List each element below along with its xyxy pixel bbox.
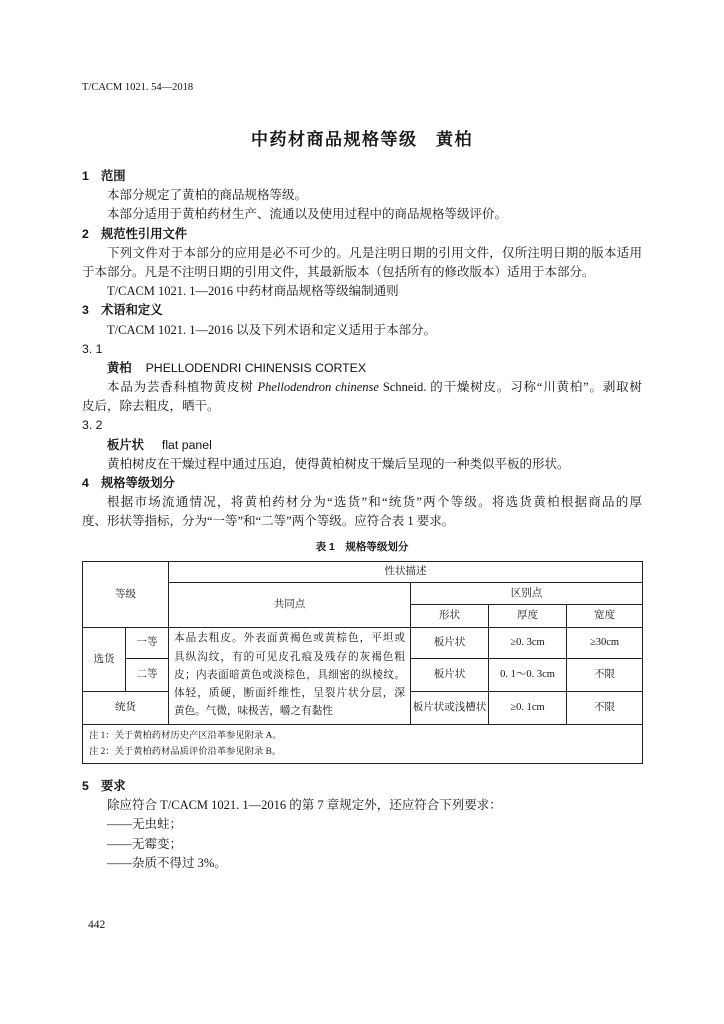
term-entry xyxy=(82,359,642,378)
header-distinction: 区别点 xyxy=(411,583,643,605)
section-number: 2 xyxy=(82,226,89,241)
section-number: 3 xyxy=(82,303,89,318)
author-name: Schneid. xyxy=(378,380,427,395)
common-line: 具纵沟纹，有的可见皮孔痕及残存的灰褐色粗 xyxy=(174,651,405,663)
grade-cell: 二等 xyxy=(126,659,169,692)
section-title: 规格等级划分 xyxy=(101,476,175,490)
paragraph-line: 于本部分。凡是不注明日期的引用文件，其最新版本（包括所有的修改版本）适用于本部分。 xyxy=(82,264,595,279)
section-number: 4 xyxy=(82,476,89,490)
term-chinese: 黄柏 xyxy=(107,360,132,375)
common-line: 本品去粗皮。外表面黄褐色或黄棕色，平坦或 xyxy=(174,633,405,645)
table-note: 注 2：关于黄柏药材品质评价沿革参见附录 B。 xyxy=(89,747,282,757)
table-caption: 表 1 规格等级划分 xyxy=(315,541,409,553)
header-description: 性状描述 xyxy=(169,562,643,583)
table-note: 注 1：关于黄柏药材历史产区沿革参见附录 A。 xyxy=(89,731,282,741)
width-cell: ≥30cm xyxy=(567,628,643,659)
section-3-heading xyxy=(82,301,642,320)
thickness-cell: ≥0. 3cm xyxy=(489,628,567,659)
paragraph-line: 度、形状等指标，分为“一等”和“二等”两个等级。应符合表 1 要求。 xyxy=(82,514,455,529)
list-item: ——杂质不得过 3%。 xyxy=(107,855,227,870)
page-title: 中药材商品规格等级 黄柏 xyxy=(251,130,473,149)
section-1-heading xyxy=(82,167,642,186)
term-definition-line: 黄柏树皮在干燥过程中通过压迫，使得黄柏树皮干燥后呈现的一种类似平板的形状。 xyxy=(107,456,570,471)
width-cell: 不限 xyxy=(567,692,643,725)
thickness-cell: ≥0. 1cm xyxy=(489,692,567,725)
grade-group-cell: 选货 xyxy=(83,628,126,692)
normative-reference: T/CACM 1021. 1—2016 中药材商品规格等级编制通则 xyxy=(107,284,399,299)
header-thickness: 厚度 xyxy=(489,605,567,628)
thickness-cell: 0. 1～0. 3cm xyxy=(489,659,567,692)
section-number: 5 xyxy=(82,779,89,793)
list-item: ——无虫蛀； xyxy=(107,817,183,832)
paragraph: 除应符合 T/CACM 1021. 1—2016 的第 7 章规定外，还应符合下列要求： xyxy=(107,798,502,813)
list-item: ——无霉变； xyxy=(107,836,183,851)
shape-cell: 板片状或浅槽状 xyxy=(411,692,489,725)
grade-cell: 统货 xyxy=(83,692,169,725)
requirements-section xyxy=(82,777,642,873)
common-line: 皮；内表面暗黄色或淡棕色，具细密的纵棱纹。 xyxy=(174,669,405,681)
section-number: 1 xyxy=(82,169,89,183)
common-line: 体轻，质硬，断面纤维性，呈裂片状分层，深 xyxy=(174,688,405,700)
section-4-heading xyxy=(82,474,642,493)
paragraph-line: 下列文件对于本部分的应用是必不可少的。凡是注明日期的引用文件，仅所注明日期的版本适用 xyxy=(107,245,642,260)
term-number: 3. 1 xyxy=(82,341,103,356)
section-2-heading xyxy=(82,225,642,244)
paragraph: 本部分适用于黄柏药材生产、流通以及使用过程中的商品规格等级评价。 xyxy=(107,207,508,222)
width-cell: 不限 xyxy=(567,659,643,692)
shape-cell: 板片状 xyxy=(411,659,489,692)
section-title: 术语和定义 xyxy=(101,303,163,318)
common-line: 黄色。气微，味极苦，嚼之有黏性 xyxy=(174,706,333,718)
paragraph: T/CACM 1021. 1—2016 以及下列术语和定义适用于本部分。 xyxy=(107,322,437,337)
term-english: flat panel xyxy=(161,437,212,452)
definition-text: 的干燥树皮。习称“川黄柏”。剥取树 xyxy=(426,380,642,395)
section-title: 规范性引用文件 xyxy=(101,226,188,241)
header-grade: 等级 xyxy=(83,562,169,628)
term-definition-line: 皮后，除去粗皮，晒干。 xyxy=(82,399,220,414)
table-notes xyxy=(83,725,643,764)
grade-cell: 一等 xyxy=(126,628,169,659)
section-title: 范围 xyxy=(101,169,126,183)
term-number: 3. 2 xyxy=(82,418,103,433)
header-common: 共同点 xyxy=(169,583,411,628)
standard-code-header: T/CACM 1021. 54—2018 xyxy=(82,82,194,93)
term-english: PHELLODENDRI CHINENSIS CORTEX xyxy=(145,360,367,375)
term-entry xyxy=(82,436,642,455)
definition-text: 本品为芸香科植物黄皮树 xyxy=(107,380,258,395)
latin-name: Phellodendron chinense xyxy=(257,380,379,395)
paragraph: 本部分规定了黄柏的商品规格等级。 xyxy=(107,188,308,203)
section-5-heading xyxy=(82,777,642,796)
header-shape: 形状 xyxy=(411,605,489,628)
section-title: 要求 xyxy=(101,779,126,793)
header-width: 宽度 xyxy=(567,605,643,628)
page-number: 442 xyxy=(88,919,106,931)
body-text xyxy=(82,167,642,532)
term-definition-line xyxy=(82,378,642,397)
grade-table xyxy=(82,561,643,764)
paragraph-line: 根据市场流通情况，将黄柏药材分为“选货”和“统货”两个等级。将选货黄柏根据商品的厚 xyxy=(107,495,642,510)
term-chinese: 板片状 xyxy=(107,437,144,452)
shape-cell: 板片状 xyxy=(411,628,489,659)
common-description-cell xyxy=(169,628,411,725)
